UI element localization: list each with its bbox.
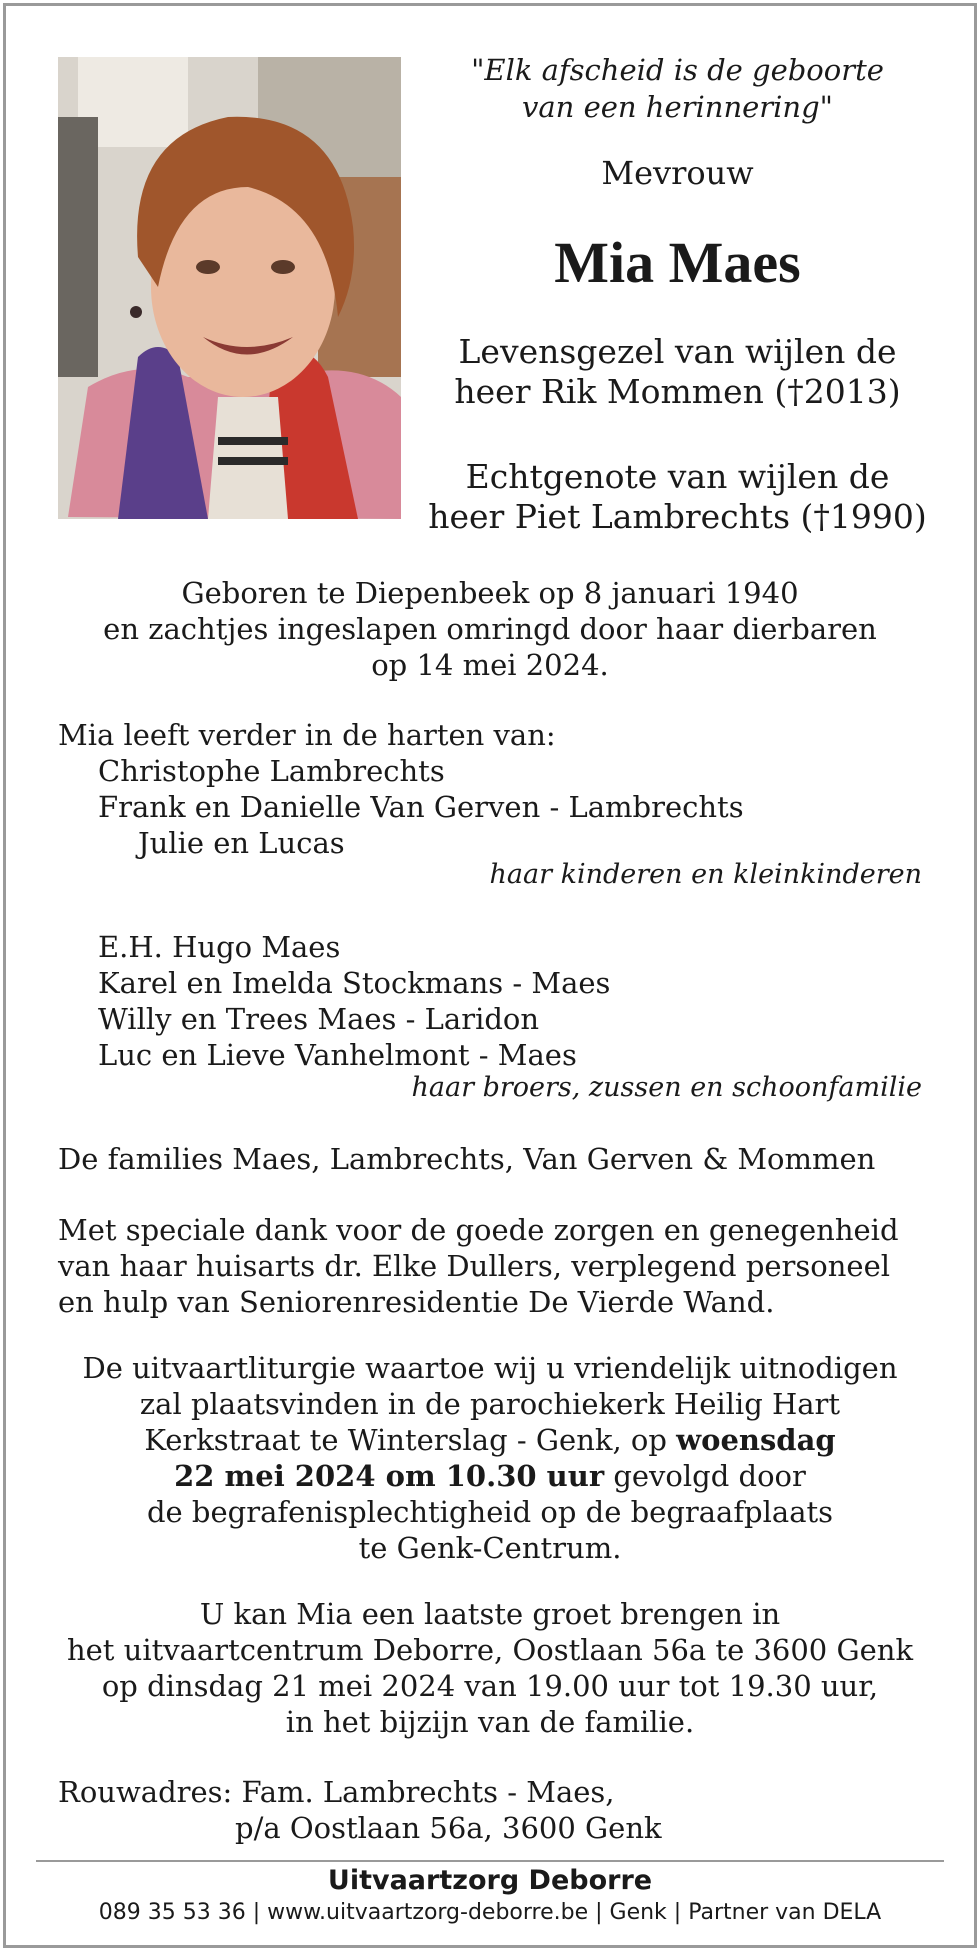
thanks-text xyxy=(58,1212,938,1320)
memorial-quote xyxy=(415,52,940,126)
text-line: Met speciale dank voor de goede zorgen en genegenheid xyxy=(58,1213,899,1247)
text-line xyxy=(58,1458,922,1494)
funeral-date-time: 22 mei 2024 om 10.30 uur xyxy=(174,1459,605,1493)
list-item: E.H. Hugo Maes xyxy=(98,930,341,964)
address-line: Rouwadres: Fam. Lambrechts - Maes, xyxy=(58,1775,615,1809)
list-item: Luc en Lieve Vanhelmont - Maes xyxy=(98,1038,577,1072)
children-caption: haar kinderen en kleinkinderen xyxy=(489,859,922,890)
honorific: Mevrouw xyxy=(601,154,754,192)
text-line: op dinsdag 21 mei 2024 van 19.00 uur tot 19.30 uur, xyxy=(101,1669,879,1703)
relation-line: Echtgenote van wijlen de xyxy=(465,457,890,496)
text-line: in het bijzijn van de familie. xyxy=(285,1705,695,1739)
relation-spouse xyxy=(415,457,940,537)
list-item: Julie en Lucas xyxy=(138,826,345,860)
relation-partner xyxy=(415,332,940,412)
text-line xyxy=(58,1422,922,1458)
text-line: de begrafenisplechtigheid op de begraafplaats xyxy=(146,1495,834,1529)
text-segment: Kerkstraat te Winterslag - Genk, op xyxy=(144,1423,677,1457)
list-item: Karel en Imelda Stockmans - Maes xyxy=(98,966,611,1000)
siblings-list xyxy=(58,929,938,1073)
birth-death-text xyxy=(58,575,922,683)
quote-line: "Elk afscheid is de geboorte xyxy=(471,53,884,87)
text-line: op 14 mei 2024. xyxy=(371,648,609,682)
text-line: en zachtjes ingeslapen omringd door haar dierbaren xyxy=(103,612,877,646)
text-line: De uitvaartliturgie waartoe wij u vriendelijk uitnodigen xyxy=(82,1351,898,1385)
siblings-caption: haar broers, zussen en schoonfamilie xyxy=(411,1072,922,1103)
deceased-name: Mia Maes xyxy=(554,230,801,295)
list-item: Frank en Danielle Van Gerven - Lambrechts xyxy=(98,790,744,824)
relation-line: Levensgezel van wijlen de xyxy=(458,332,897,371)
visitation-text xyxy=(58,1596,922,1740)
list-item: Christophe Lambrechts xyxy=(98,754,445,788)
quote-line: van een herinnering" xyxy=(522,90,833,124)
funeral-text xyxy=(58,1350,922,1566)
funeral-company-name: Uitvaartzorg Deborre xyxy=(327,1865,653,1896)
text-segment: gevolgd door xyxy=(604,1459,806,1493)
funeral-company-contact: 089 35 53 36 | www.uitvaartzorg-deborre.be | Genk | Partner van DELA xyxy=(98,1900,882,1925)
portrait-illustration xyxy=(58,57,401,519)
portrait-photo xyxy=(58,57,401,519)
children-list xyxy=(58,717,938,861)
text-line: het uitvaartcentrum Deborre, Oostlaan 56a te 3600 Genk xyxy=(66,1633,914,1667)
relation-line: heer Rik Mommen (†2013) xyxy=(454,372,901,411)
mourning-address xyxy=(58,1774,938,1846)
family-intro: Mia leeft verder in de harten van: xyxy=(58,718,556,752)
text-line: Geboren te Diepenbeek op 8 januari 1940 xyxy=(181,576,799,610)
families-line: De families Maes, Lambrechts, Van Gerven & Mommen xyxy=(58,1142,876,1176)
text-line: te Genk-Centrum. xyxy=(358,1531,622,1565)
text-line: van haar huisarts dr. Elke Dullers, verplegend personeel xyxy=(58,1249,891,1283)
address-line: p/a Oostlaan 56a, 3600 Genk xyxy=(235,1811,662,1845)
funeral-day: woensdag xyxy=(676,1423,836,1457)
text-line: U kan Mia een laatste groet brengen in xyxy=(199,1597,781,1631)
list-item: Willy en Trees Maes - Laridon xyxy=(98,1002,540,1036)
relation-line: heer Piet Lambrechts (†1990) xyxy=(428,497,927,536)
text-line: zal plaatsvinden in de parochiekerk Heilig Hart xyxy=(139,1387,841,1421)
text-line: en hulp van Seniorenresidentie De Vierde Wand. xyxy=(58,1285,775,1319)
